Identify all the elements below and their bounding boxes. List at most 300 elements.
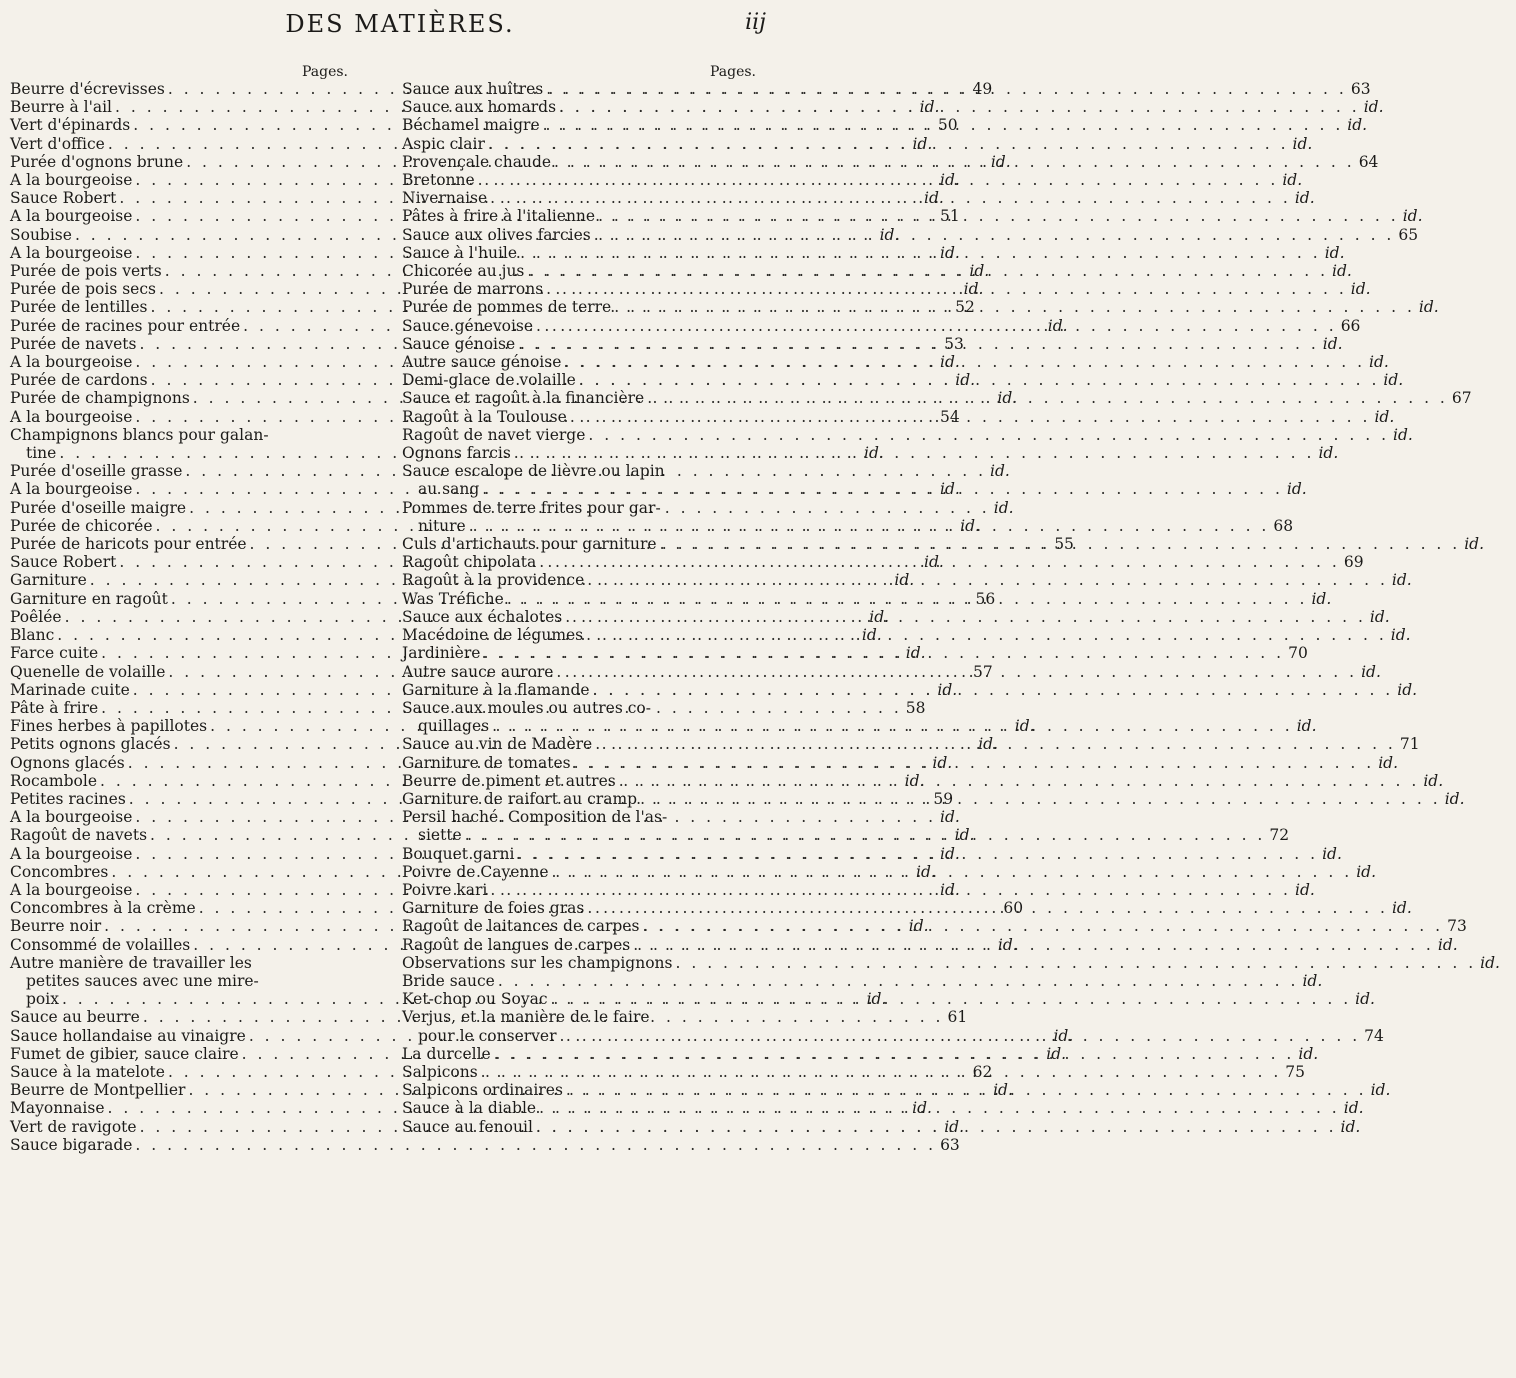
page-number: 73: [1447, 917, 1467, 936]
index-entry: [402, 571, 1412, 590]
page-number: id.: [863, 444, 884, 463]
page-number: 63: [940, 1135, 960, 1154]
index-entry: [10, 1135, 960, 1154]
index-entry-title: Purée d'oseille maigre: [10, 498, 187, 517]
index-entry-title: Fines herbes à papillotes: [10, 717, 208, 736]
index-entry-title: Vert de ravigote: [10, 1117, 137, 1136]
index-entry-title: Beurre d'écrevisses: [10, 80, 165, 98]
index-entry: [402, 717, 1317, 736]
index-entry-title: Aspic clair: [402, 134, 485, 153]
index-entry-title: A la bourgeoise: [10, 171, 133, 190]
index-entry-title: Champignons blancs pour galan-: [10, 425, 269, 444]
index-entry-title: Sauce au fenouil: [402, 1117, 533, 1136]
page-number: id.: [1350, 280, 1371, 299]
index-entry-title: A la bourgeoise: [10, 407, 133, 426]
dot-leader: [489, 717, 1293, 735]
index-entry: [402, 844, 1342, 863]
page-number: id.: [978, 735, 999, 754]
index-entry: [402, 1081, 1391, 1100]
page-number: id.: [1286, 480, 1307, 499]
dot-leader: [616, 772, 1420, 790]
dot-leader: [462, 826, 1266, 844]
index-entry-title: Consommé de volailles: [10, 935, 191, 954]
index-entry-title: Poêlée: [10, 607, 62, 626]
page-number: id.: [1295, 880, 1315, 899]
pages-heading-right: Pages.: [709, 64, 756, 80]
page-number: 54: [940, 407, 960, 426]
index-entry-title: A la bourgeoise: [10, 207, 133, 226]
index-entry-title: Purée de pois secs: [10, 280, 156, 299]
index-entry-title: Bouquet garni: [402, 844, 515, 863]
page-number: id.: [1423, 771, 1444, 790]
page-title: DES MATIÈRES.: [285, 10, 515, 38]
page-number: 65: [1398, 225, 1419, 244]
page-number: id.: [1391, 571, 1412, 590]
dot-leader: [567, 408, 1371, 426]
page-number: id.: [1292, 134, 1313, 153]
index-entry-title: Sauce au beurre: [10, 1008, 140, 1027]
index-entry-title: Sauce à la matelote: [10, 1062, 165, 1081]
page-number: 61: [947, 1008, 968, 1027]
index-entry: [402, 953, 1500, 972]
page-number: id.: [1361, 662, 1381, 681]
index-entry-title: Garniture: [10, 571, 87, 590]
dot-leader: [548, 990, 1352, 1008]
page-number: 66: [1340, 316, 1361, 335]
index-entry-title: Garniture en ragoût: [10, 589, 168, 608]
page-number: id.: [937, 680, 958, 699]
page-number: id.: [1322, 334, 1343, 353]
index-entry: [402, 753, 1399, 772]
index-entry-title: Purée de pommes de terre: [402, 298, 612, 317]
index-entry-title: Purée de cardons: [10, 371, 148, 390]
page-header: [0, 6, 800, 50]
index-entry-title: Ragoût de laitances de carpes: [402, 917, 640, 936]
dot-leader: [487, 189, 1291, 207]
pages-heading-left: Pages.: [301, 64, 348, 80]
index-entry-title: Poivre kari: [402, 880, 488, 899]
page-number: 49: [972, 80, 993, 98]
index-entry-title: Sauce escalope de lièvre ou lapin: [402, 462, 665, 481]
dot-leader: [515, 335, 1319, 353]
index-entry-title: Ragoût à la providence: [402, 571, 585, 590]
index-entry-title: Bride sauce: [402, 971, 495, 990]
index-entry-title: Beurre de Montpellier: [10, 1081, 186, 1100]
index-entry: [402, 425, 1413, 444]
index-entry-title: Salpicons ordinaires: [402, 1081, 563, 1100]
dot-leader: [536, 1099, 1340, 1117]
index-entry-title: Mayonnaise: [10, 1099, 105, 1118]
index-entry-title: Pâtes à frire à l'italienne: [402, 207, 596, 226]
page-number: id.: [1311, 589, 1332, 608]
page-number: id.: [1322, 844, 1342, 863]
index-entry-title: Persil haché. Composition de l'as-: [402, 808, 668, 827]
dot-leader: [495, 972, 1299, 990]
dot-leader: [563, 1081, 1367, 1099]
page-number: 71: [1399, 735, 1420, 754]
index-entry-title: Purée d'ognons brune: [10, 152, 184, 171]
index-entry: [402, 134, 1313, 153]
page-number: id.: [990, 462, 1010, 481]
dot-leader: [514, 845, 1318, 863]
page-number: id.: [1369, 607, 1390, 626]
page-number: 63: [1350, 80, 1371, 98]
index-entry-title: Sauce Robert: [10, 553, 117, 572]
index-entry-title: Ragoût à la Toulouse: [402, 407, 567, 426]
page-number: id.: [1444, 789, 1465, 808]
page-number: 62: [972, 1062, 993, 1081]
dot-leader: [487, 881, 1291, 899]
page-number: id.: [1370, 1081, 1391, 1100]
index-entry-title: Beurre de piment et autres: [402, 771, 616, 790]
page-number: 53: [944, 334, 964, 353]
index-entry-title: Purée de pois verts: [10, 262, 162, 281]
index-entry-continuation: pour le conserver: [418, 1026, 557, 1045]
page-number: id.: [1383, 371, 1404, 390]
dot-leader: [533, 317, 1337, 335]
dot-leader: [583, 626, 1387, 644]
page-number: id.: [940, 880, 960, 899]
dot-leader: [584, 899, 1388, 917]
index-entry-title: Sauce et ragoût à la financière: [402, 389, 645, 408]
index-entry-title: Ragoût de navets: [10, 826, 148, 845]
dot-leader: [639, 917, 1443, 935]
index-entry: [402, 1117, 1361, 1136]
dot-leader: [585, 426, 1389, 444]
index-entry-title: Sauce à la diable: [402, 1099, 537, 1118]
page-number: id.: [940, 171, 960, 190]
page-number: id.: [940, 844, 960, 863]
index-entry: [402, 189, 1315, 208]
dot-leader: [576, 371, 1380, 389]
page-number: id.: [932, 753, 953, 772]
index-entry-title: Garniture de tomates: [402, 753, 571, 772]
index-entry-title: Beurre à l'ail: [10, 98, 113, 117]
page-number: id.: [993, 1081, 1013, 1100]
index-entry: [402, 1044, 1319, 1063]
index-entry-title: Beurre noir: [10, 917, 102, 936]
index-entry: [402, 607, 1390, 626]
page-number: id.: [1418, 298, 1439, 317]
page-number: id.: [997, 935, 1018, 954]
index-entry-title: Vert d'office: [10, 134, 105, 153]
index-entry-title: Verjus, et la manière de le faire: [402, 1008, 650, 1027]
page-folio: iij: [745, 10, 766, 35]
index-entry-title: Sauce génoise: [402, 334, 516, 353]
page-number: id.: [997, 389, 1018, 408]
page-number: id.: [1480, 953, 1500, 972]
index-entry-title: Ognons glacés: [10, 753, 125, 772]
index-entry: [402, 444, 1339, 463]
index-entry-title: Observations sur les champignons: [402, 953, 673, 972]
index-entry: [402, 971, 1323, 990]
index-entry-continuation: poix: [26, 990, 59, 1009]
page-number: id.: [1282, 171, 1303, 190]
index-entry-title: Poivre de Cayenne: [402, 862, 549, 881]
index-entry-title: Ragoût de langues de carpes: [402, 935, 631, 954]
index-entry: [402, 771, 1444, 790]
index-entry-title: Culs d'artichauts pour garniture: [402, 535, 657, 554]
dot-leader: [571, 754, 1375, 772]
dot-leader: [524, 262, 1328, 280]
index-entry: [402, 626, 1411, 645]
page-number: id.: [1332, 262, 1352, 281]
index-entry-title: Fumet de gibier, sauce claire: [10, 1044, 239, 1063]
index-entry-title: Garniture de raifort au cramp: [402, 789, 638, 808]
page-number: id.: [944, 1117, 965, 1136]
index-entry-title: Marinade cuite: [10, 680, 130, 699]
index-entry: [402, 262, 1352, 281]
dot-leader: [491, 1045, 1295, 1063]
index-entry-title: Petits ognons glacés: [10, 735, 171, 754]
page-number: id.: [990, 152, 1011, 171]
page-number: id.: [1363, 98, 1384, 117]
page-number: 67: [1451, 389, 1472, 408]
page-number: id.: [1053, 1026, 1074, 1045]
page-number: 57: [973, 662, 993, 681]
index-entry-title: Sauce aux homards: [402, 98, 557, 117]
index-entry-title: Salpicons: [402, 1062, 478, 1081]
index-entry-title: Purée de haricots pour entrée: [10, 535, 247, 554]
dot-leader: [657, 535, 1461, 553]
index-entry-title: Sauce à l'huile: [402, 243, 518, 262]
index-entry-continuation: petites sauces avec une mire-: [26, 971, 259, 990]
index-entry-title: Jardinière: [402, 644, 481, 663]
page-number: 51: [940, 207, 960, 226]
index-entry-title: A la bourgeoise: [10, 880, 133, 899]
page-number: id.: [1355, 990, 1375, 1009]
index-entry-title: Sauce hollandaise au vinaigre: [10, 1026, 246, 1045]
dot-leader: [475, 171, 1279, 189]
index-entry-title: Ragoût de navet vierge: [402, 425, 586, 444]
page-number: id.: [1437, 935, 1458, 954]
index-entry-title: Purée d'oseille grasse: [10, 462, 183, 481]
index-entry-title: Nivernaise: [402, 189, 488, 208]
dot-leader: [673, 954, 1477, 972]
index-entry-title: Ragoût chipolata: [402, 553, 537, 572]
index-entry-title: Sauce aux olives farcies: [402, 225, 591, 244]
page-number: 60: [1003, 899, 1024, 918]
page-number: id.: [1014, 717, 1035, 736]
index-entry-title: Demi-glace de volaille: [402, 371, 576, 390]
index-entry: [402, 280, 1371, 299]
index-entry-title: Garniture à la flamande: [402, 680, 590, 699]
index-entry: [402, 990, 1375, 1009]
index-entry-title: Pâte à frire: [10, 698, 99, 717]
index-entry-continuation: quillages: [418, 717, 490, 736]
dot-leader: [543, 280, 1347, 298]
index-entry-title: A la bourgeoise: [10, 844, 133, 863]
index-entry-title: Rocambole: [10, 771, 98, 790]
page-number: id.: [1343, 1099, 1364, 1118]
index-entry: [402, 680, 1418, 699]
index-entry-title: La durcelle: [402, 1044, 491, 1063]
dot-leader: [536, 553, 1340, 571]
page-number: id.: [1296, 717, 1317, 736]
page-number: id.: [869, 607, 890, 626]
index-entry-title: Farce cuite: [10, 644, 99, 663]
index-entry-title: Sauce génevoise: [402, 316, 534, 335]
page-number: 69: [1343, 553, 1364, 572]
index-entry-title: Pommes de terre frites pour gar-: [402, 498, 661, 517]
index-entry: [402, 862, 1376, 881]
index-entry-title: Provençale chaude: [402, 152, 552, 171]
page-number: id.: [879, 225, 900, 244]
index-entry: [402, 1099, 1364, 1118]
page-number: id.: [912, 1099, 932, 1118]
page-number: id.: [1393, 425, 1413, 444]
index-entry-title: Sauce Robert: [10, 189, 117, 208]
dot-leader: [561, 353, 1365, 371]
index-entry-title: Purée de racines pour entrée: [10, 316, 241, 335]
page-number: id.: [1369, 353, 1389, 372]
index-entry-title: A la bourgeoise: [10, 243, 133, 262]
page-number: id.: [969, 262, 990, 281]
page-number: id.: [940, 243, 960, 262]
page-number: 74: [1364, 1026, 1384, 1045]
index-entry-title: A la bourgeoise: [10, 808, 133, 827]
dot-leader: [132, 1136, 936, 1154]
page-number: id.: [1047, 316, 1068, 335]
page-number: 75: [1285, 1062, 1306, 1081]
index-entry: [402, 480, 1307, 499]
page-number: id.: [993, 498, 1014, 517]
page-number: id.: [954, 826, 975, 845]
index-entry: [402, 243, 1345, 262]
index-entry: [402, 371, 1404, 390]
index-entry-title: Bretonne: [402, 171, 475, 190]
page-number: id.: [1356, 862, 1376, 881]
dot-leader: [479, 480, 1283, 498]
index-entry-title: Autre sauce aurore: [402, 662, 554, 681]
dot-leader: [590, 681, 1394, 699]
index-entry-title: Sauce au vin de Madère: [402, 735, 593, 754]
index-entry-title: Purée de chicorée: [10, 516, 153, 535]
index-entry-title: Blanc: [10, 626, 55, 645]
page-number: id.: [1318, 444, 1339, 463]
page-number: id.: [1378, 753, 1399, 772]
page-number: 55: [1054, 535, 1074, 554]
index-entry-title: Petites racines: [10, 789, 126, 808]
page-number: id.: [1391, 899, 1412, 918]
page-number: id.: [1302, 971, 1323, 990]
index-entry-continuation: tine: [26, 444, 57, 463]
dot-leader: [557, 1027, 1361, 1045]
page-number: id.: [940, 353, 960, 372]
page-number: id.: [904, 771, 925, 790]
index-entry-title: Chicorée au jus: [402, 262, 525, 281]
index-entry-title: Purée de marrons: [402, 280, 544, 299]
dot-leader: [466, 517, 1270, 535]
page-number: id.: [1397, 680, 1418, 699]
page-number: id.: [1324, 243, 1345, 262]
page-number: id.: [1340, 1117, 1361, 1136]
index-entry-title: Concombres à la crème: [10, 899, 196, 918]
index-entry-title: Vert d'épinards: [10, 116, 131, 135]
index-entry-title: Autre sauce génoise: [402, 353, 562, 372]
page-number: id.: [1390, 626, 1411, 645]
page-number: id.: [1298, 1044, 1319, 1063]
index-entry-title: Purée de navets: [10, 334, 137, 353]
page-number: id.: [924, 189, 944, 208]
dot-leader: [611, 298, 1415, 316]
page-number: id.: [908, 917, 929, 936]
index-entry-title: Sauce aux moules ou autres co-: [402, 698, 651, 717]
dot-leader: [562, 608, 1366, 626]
index-entry-title: Quenelle de volaille: [10, 662, 166, 681]
dot-leader: [630, 936, 1434, 954]
page-number: 50: [937, 116, 958, 135]
page-number: id.: [919, 98, 940, 117]
index-entry-title: Garniture de foies gras: [402, 899, 585, 918]
index-entry-title: Ognons farcis: [402, 444, 511, 463]
page-number: 68: [1273, 516, 1294, 535]
index-entry-title: Soubise: [10, 225, 72, 244]
page-number: 56: [975, 589, 996, 608]
index-entry-title: Sauce aux huîtres: [402, 80, 544, 98]
index-entry-title: Was Tréfiche: [402, 589, 504, 608]
page-number: id.: [1402, 207, 1423, 226]
index-entry: [402, 171, 1303, 190]
page-number: id.: [866, 990, 887, 1009]
dot-leader: [485, 135, 1289, 153]
page-number: id.: [861, 626, 882, 645]
index-entry: [402, 880, 1315, 899]
page-number: 59: [933, 789, 954, 808]
page-number: id.: [940, 808, 960, 827]
page-number: id.: [1046, 1044, 1067, 1063]
index-entry-title: Sauce aux échalotes: [402, 607, 563, 626]
index-entry: [402, 935, 1458, 954]
page-number: 58: [905, 698, 926, 717]
dot-leader: [637, 790, 1441, 808]
page-number: id.: [1347, 116, 1368, 135]
dot-leader: [543, 80, 1347, 98]
index-entry-title: Macédoine de légumes: [402, 626, 584, 645]
index-entry-title: A la bourgeoise: [10, 353, 133, 372]
index-entry-continuation: au sang: [418, 480, 480, 499]
page-number: id.: [912, 134, 933, 153]
page-number: id.: [1294, 189, 1315, 208]
page-number: id.: [905, 644, 926, 663]
page-number: id.: [915, 862, 936, 881]
page-number: 52: [955, 298, 975, 317]
index-entry-title: Sauce bigarade: [10, 1135, 133, 1154]
index-entry-title: Concombres: [10, 862, 109, 881]
dot-leader: [592, 735, 1396, 753]
index-entry-title: Ket-chop ou Soyac: [402, 990, 548, 1009]
dot-leader: [480, 644, 1284, 662]
dot-leader: [556, 98, 1360, 116]
dot-leader: [584, 571, 1388, 589]
dot-leader: [504, 590, 1308, 608]
index-entry-continuation: niture: [418, 516, 466, 535]
index-entry-title: Autre manière de travailler les: [10, 953, 252, 972]
index-entry-title: A la bourgeoise: [10, 480, 133, 499]
index-entry: [402, 98, 1384, 117]
index-entry-title: Purée de champignons: [10, 389, 190, 408]
dot-leader: [595, 207, 1399, 225]
page-number: 70: [1288, 644, 1308, 663]
index-entry: [402, 353, 1389, 372]
page-number: 72: [1269, 826, 1290, 845]
page-number: id.: [955, 371, 976, 390]
page-number: id.: [924, 553, 944, 572]
index-entry-title: Purée de lentilles: [10, 298, 148, 317]
page-number: id.: [1374, 407, 1395, 426]
dot-leader: [517, 244, 1321, 262]
dot-leader: [478, 1063, 1282, 1081]
